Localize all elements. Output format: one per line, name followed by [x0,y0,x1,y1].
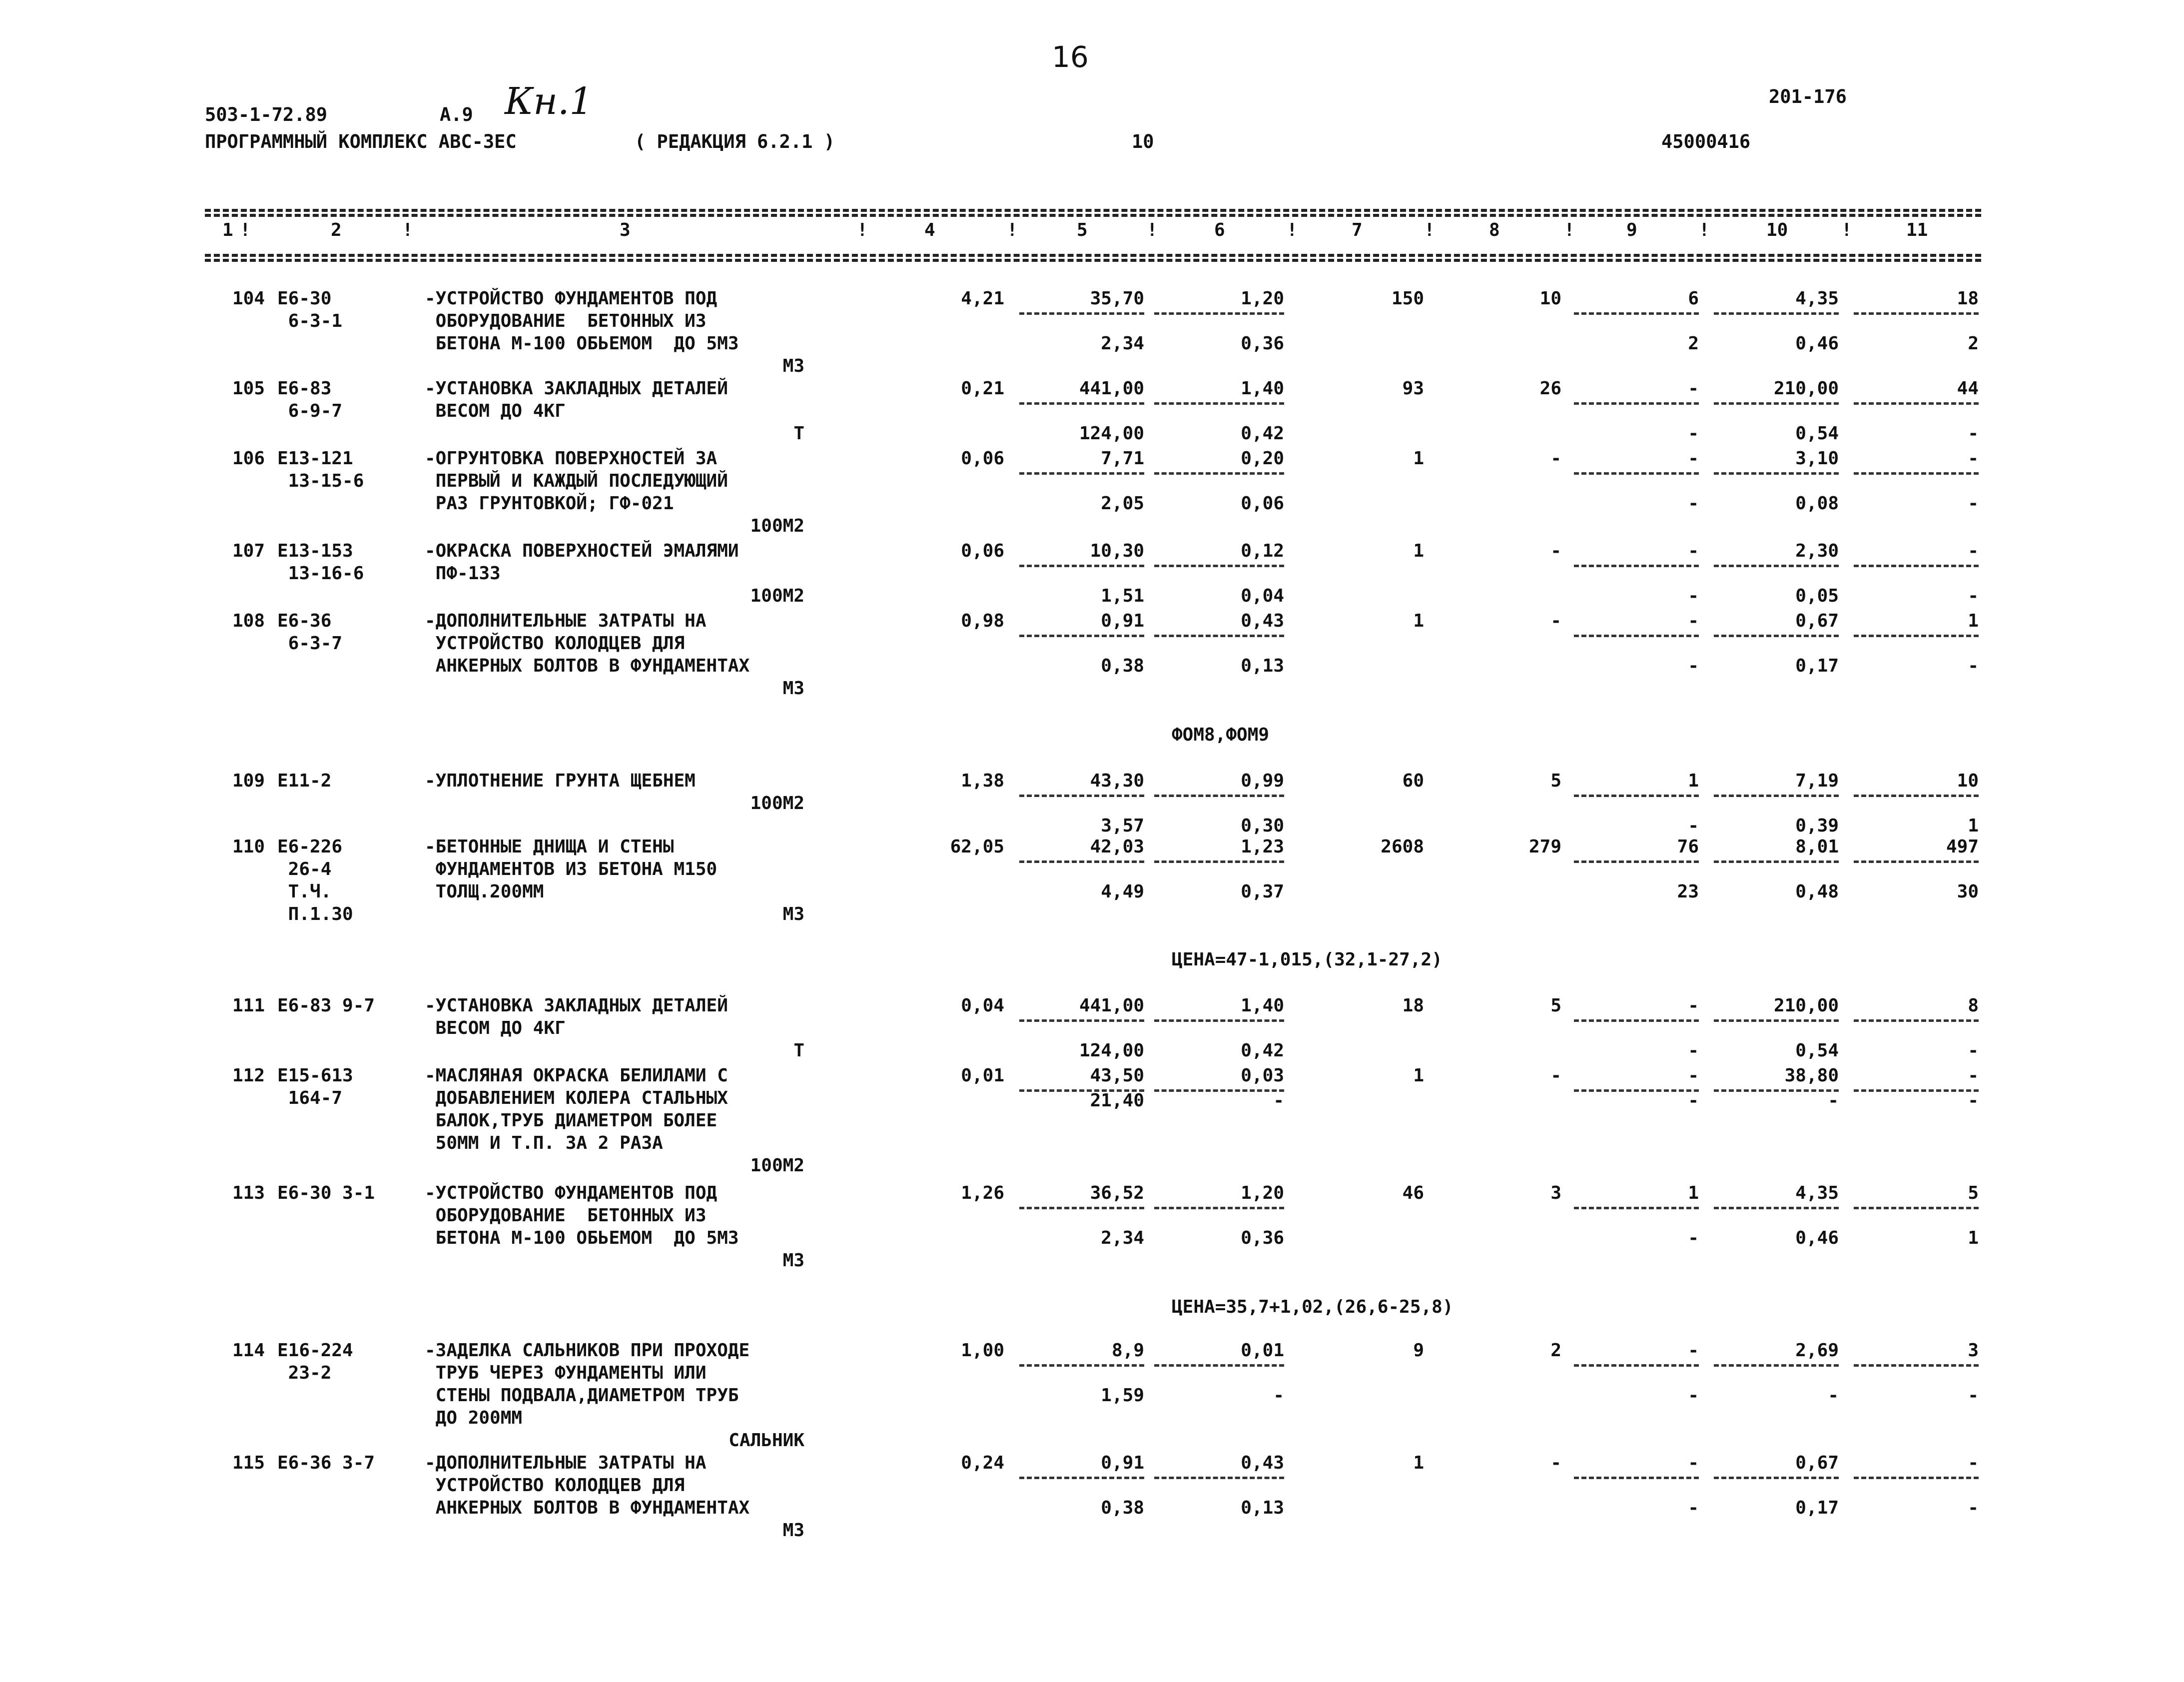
cell-c8: - [1550,541,1561,561]
cell-separator [1714,1207,1839,1209]
col-11: 11 [1906,220,1928,240]
row-description: -ЗАДЕЛКА САЛЬНИКОВ ПРИ ПРОХОДЕ ТРУБ ЧЕРЕЗ ФУНДАМЕНТЫ ИЛИ СТЕНЫ ПОДВАЛА,ДИАМЕТРОМ ТРУБ ДО 200ММ [425,1340,750,1428]
row-number: 115 [232,1453,265,1473]
row-number: 110 [232,837,265,857]
cell-separator [1154,1364,1284,1367]
cell-c11: 1 [1968,611,1979,631]
row-description: -МАСЛЯНАЯ ОКРАСКА БЕЛИЛАМИ С ДОБАВЛЕНИЕМ КОЛЕРА СТАЛЬНЫХ БАЛОК,ТРУБ ДИАМЕТРОМ БОЛЕЕ 50ММ И Т.П. ЗА 2 РАЗА [425,1065,728,1153]
row-code: Е6-226 26-4 Т.Ч. П.1.30 [277,837,353,924]
cell-c10-sub: 0,08 [1795,493,1839,514]
cell-c10: 0,67 [1795,611,1839,631]
cell-c6-sub: 0,13 [1241,656,1284,676]
cell-c4: 0,06 [961,448,1004,469]
row-code: Е6-30 3-1 [277,1183,375,1203]
cell-c6-sub: 0,06 [1241,493,1284,514]
cell-c10-sub: 0,46 [1795,333,1839,354]
cell-c10: 38,80 [1784,1065,1839,1086]
cell-c6: 0,01 [1241,1340,1284,1361]
cell-c8: 3 [1550,1183,1561,1203]
cell-c10: 2,69 [1795,1340,1839,1361]
cell-separator [1574,1019,1699,1022]
cell-c11: - [1968,541,1979,561]
cell-separator [1574,1207,1699,1209]
cell-c10-sub: - [1828,1385,1839,1406]
note-price-1: ЦЕНА=47-1,015,(32,1-27,2) [1172,949,1443,970]
col-10: 10 [1766,220,1788,240]
cell-separator [1019,635,1144,637]
cell-c7: 9 [1413,1340,1424,1361]
cell-c9-sub: - [1688,1498,1699,1518]
cell-c5-sub: 2,34 [1101,333,1144,354]
cell-separator [1574,402,1699,405]
program-id: 45000416 [1661,131,1751,152]
cell-separator [1019,565,1144,567]
cell-separator [1574,635,1699,637]
cell-c5-sub: 21,40 [1090,1090,1144,1111]
cell-separator [1714,1477,1839,1479]
cell-c5-sub: 124,00 [1079,423,1144,444]
cell-c8: - [1550,448,1561,469]
col-8: 8 [1489,220,1500,240]
row-number: 112 [232,1065,265,1086]
col-7: 7 [1352,220,1363,240]
cell-c11: - [1968,1453,1979,1473]
cell-c9-sub: - [1688,816,1699,836]
cell-c11: 10 [1957,771,1979,791]
cell-separator [1019,472,1144,475]
cell-c9: - [1688,1065,1699,1086]
cell-c7: 46 [1402,1183,1424,1203]
row-unit: М3 [782,356,804,376]
cell-c6: 1,20 [1241,1183,1284,1203]
row-unit: 100М2 [750,586,804,606]
row-unit: 100М2 [750,793,804,814]
cell-separator [1019,1089,1144,1092]
cell-c10: 4,35 [1795,1183,1839,1203]
cell-separator [1154,635,1284,637]
cell-c7: 60 [1402,771,1424,791]
cell-c5: 42,03 [1090,837,1144,857]
cell-separator [1854,472,1979,475]
cell-separator [1854,1019,1979,1022]
cell-separator [1854,1089,1979,1092]
row-unit: 100М2 [750,1155,804,1176]
cell-c10: 7,19 [1795,771,1839,791]
cell-c9: - [1688,995,1699,1016]
cell-c10-sub: - [1828,1090,1839,1111]
cell-c5-sub: 2,05 [1101,493,1144,514]
cell-separator [1854,1207,1979,1209]
cell-separator [1574,860,1699,863]
cell-c4: 1,38 [961,771,1004,791]
cell-c9-sub: - [1688,1228,1699,1248]
row-number: 111 [232,995,265,1016]
row-description: -УСТАНОВКА ЗАКЛАДНЫХ ДЕТАЛЕЙ ВЕСОМ ДО 4КГ [425,995,728,1038]
cell-separator [1574,1364,1699,1367]
cell-c9: - [1688,541,1699,561]
row-unit: М3 [782,1250,804,1271]
doc-code: 503-1-72.89 [205,104,328,125]
cell-c5-sub: 0,38 [1101,1498,1144,1518]
cell-separator [1154,1089,1284,1092]
cell-c9: - [1688,1340,1699,1361]
cell-separator [1154,565,1284,567]
cell-c8: - [1550,1065,1561,1086]
cell-separator [1714,402,1839,405]
cell-c5: 0,91 [1101,1453,1144,1473]
cell-c11-sub: - [1968,656,1979,676]
row-number: 114 [232,1340,265,1361]
cell-c8: 2 [1550,1340,1561,1361]
row-description: -УСТРОЙСТВО ФУНДАМЕНТОВ ПОД ОБОРУДОВАНИЕ БЕТОННЫХ ИЗ БЕТОНА М-100 ОБЬЕМОМ ДО 5М3 [425,1183,739,1248]
cell-c9-sub: 2 [1688,333,1699,354]
cell-c5: 8,9 [1111,1340,1144,1361]
cell-c10-sub: 0,48 [1795,881,1839,902]
cell-c6-sub: 0,04 [1241,586,1284,606]
cell-c9-sub: - [1688,586,1699,606]
row-unit: М3 [782,904,804,924]
cell-c7: 18 [1402,995,1424,1016]
cell-c9-sub: 23 [1677,881,1699,902]
col-1: 1 [222,220,233,240]
row-unit: Т [793,1040,804,1061]
cell-c11: 5 [1968,1183,1979,1203]
cell-separator [1854,860,1979,863]
cell-c5-sub: 1,51 [1101,586,1144,606]
cell-c4: 0,01 [961,1065,1004,1086]
cell-c5-sub: 1,59 [1101,1385,1144,1406]
cell-c11-sub: - [1968,1385,1979,1406]
cell-c10: 210,00 [1773,995,1839,1016]
cell-c11-sub: 2 [1968,333,1979,354]
cell-c4: 0,06 [961,541,1004,561]
note-fom: ФОМ8,ФОМ9 [1172,725,1270,745]
cell-c4: 62,05 [950,837,1004,857]
cell-separator [1574,312,1699,315]
cell-c6: 1,20 [1241,288,1284,309]
cell-c7: 1 [1413,541,1424,561]
row-description: -ДОПОЛНИТЕЛЬНЫЕ ЗАТРАТЫ НА УСТРОЙСТВО КОЛОДЦЕВ ДЛЯ АНКЕРНЫХ БОЛТОВ В ФУНДАМЕНТАХ [425,1453,750,1518]
cell-c10: 2,30 [1795,541,1839,561]
row-number: 107 [232,541,265,561]
row-number: 108 [232,611,265,631]
cell-c5-sub: 124,00 [1079,1040,1144,1061]
row-description: -ДОПОЛНИТЕЛЬНЫЕ ЗАТРАТЫ НА УСТРОЙСТВО КОЛОДЦЕВ ДЛЯ АНКЕРНЫХ БОЛТОВ В ФУНДАМЕНТАХ [425,611,750,676]
cell-c10-sub: 0,46 [1795,1228,1839,1248]
cell-c5: 10,30 [1090,541,1144,561]
cell-c6-sub: 0,30 [1241,816,1284,836]
cell-separator [1154,1207,1284,1209]
cell-c11-sub: 30 [1957,881,1979,902]
col-6: 6 [1214,220,1225,240]
page-number: 16 [1052,40,1089,74]
cell-c5-sub: 3,57 [1101,816,1144,836]
cell-c11-sub: 1 [1968,816,1979,836]
cell-c11-sub: - [1968,493,1979,514]
cell-c6: 0,43 [1241,611,1284,631]
cell-c9-sub: - [1688,1385,1699,1406]
cell-c5-sub: 4,49 [1101,881,1144,902]
cell-c11-sub: - [1968,1090,1979,1111]
program-name: ПРОГРАММНЫЙ КОМПЛЕКС АВС-3ЕС [205,131,517,152]
cell-c9: 1 [1688,771,1699,791]
cell-c9-sub: - [1688,1040,1699,1061]
cell-c7: 1 [1413,448,1424,469]
cell-separator [1574,472,1699,475]
cell-c8: - [1550,611,1561,631]
cell-separator [1714,1364,1839,1367]
cell-separator [1714,860,1839,863]
cell-separator [1154,1019,1284,1022]
row-code: Е13-153 13-16-6 [277,541,364,584]
row-description: -ОГРУНТОВКА ПОВЕРХНОСТЕЙ ЗА ПЕРВЫЙ И КАЖДЫЙ ПОСЛЕДУЮЩИЙ РАЗ ГРУНТОВКОЙ; ГФ-021 [425,448,728,514]
cell-c10-sub: 0,39 [1795,816,1839,836]
cell-c4: 0,98 [961,611,1004,631]
cell-c10-sub: 0,54 [1795,423,1839,444]
col-3: 3 [620,220,631,240]
cell-c5: 441,00 [1079,995,1144,1016]
row-unit: М3 [782,678,804,699]
row-code: Е6-83 6-9-7 [277,378,343,421]
row-number: 105 [232,378,265,399]
cell-separator [1574,565,1699,567]
cell-separator [1714,565,1839,567]
cell-c6-sub: 0,37 [1241,881,1284,902]
cell-separator [1854,635,1979,637]
cell-c4: 0,21 [961,378,1004,399]
cell-c11: - [1968,1065,1979,1086]
cell-c8: 10 [1539,288,1561,309]
cell-c4: 0,24 [961,1453,1004,1473]
row-code: Е15-613 164-7 [277,1065,353,1108]
cell-c11-sub: 1 [1968,1228,1979,1248]
row-unit: Т [793,423,804,444]
row-code: Е13-121 13-15-6 [277,448,364,491]
cell-c11-sub: - [1968,1040,1979,1061]
cell-separator [1714,635,1839,637]
cell-separator [1714,1089,1839,1092]
cell-c6: 0,20 [1241,448,1284,469]
cell-c11-sub: - [1968,1498,1979,1518]
cell-c10: 3,10 [1795,448,1839,469]
cell-c10: 0,67 [1795,1453,1839,1473]
cell-separator [1019,1019,1144,1022]
cell-separator [1154,860,1284,863]
album-code: А.9 [440,104,473,125]
cell-separator [1154,472,1284,475]
cell-c5-sub: 0,38 [1101,656,1144,676]
cell-c10-sub: 0,05 [1795,586,1839,606]
note-price-2: ЦЕНА=35,7+1,02,(26,6-25,8) [1172,1297,1454,1317]
cell-c10: 210,00 [1773,378,1839,399]
col-4: 4 [924,220,935,240]
cell-c8: 279 [1528,837,1561,857]
row-description: -БЕТОННЫЕ ДНИЩА И СТЕНЫ ФУНДАМЕНТОВ ИЗ БЕТОНА М150 ТОЛЩ.200ММ [425,837,718,902]
cell-separator [1154,312,1284,315]
cell-c4: 1,00 [961,1340,1004,1361]
cell-c10-sub: 0,17 [1795,656,1839,676]
cell-c6: 0,03 [1241,1065,1284,1086]
cell-separator [1154,1477,1284,1479]
row-description: -ОКРАСКА ПОВЕРХНОСТЕЙ ЭМАЛЯМИ ПФ-133 [425,541,739,584]
cell-separator [1019,1477,1144,1479]
cell-c9: - [1688,611,1699,631]
cell-separator [1714,795,1839,797]
cell-separator [1714,1019,1839,1022]
cell-separator [1574,795,1699,797]
cell-c9-sub: - [1688,493,1699,514]
cell-c6-sub: - [1273,1385,1284,1406]
cell-c6: 1,40 [1241,378,1284,399]
cell-c11: - [1968,448,1979,469]
table-top-rule [205,209,1981,212]
program-edition: ( РЕДАКЦИЯ 6.2.1 ) [635,131,835,152]
cell-c5: 43,30 [1090,771,1144,791]
cell-c8: 5 [1550,995,1561,1016]
row-description: -УПЛОТНЕНИЕ ГРУНТА ЩЕБНЕМ [425,771,696,791]
cell-c7: 150 [1391,288,1424,309]
cell-c7: 1 [1413,1065,1424,1086]
col-5: 5 [1077,220,1088,240]
cell-c8: - [1550,1453,1561,1473]
cell-c6-sub: 0,36 [1241,1228,1284,1248]
cell-c4: 1,26 [961,1183,1004,1203]
cell-c5: 441,00 [1079,378,1144,399]
column-header-row: 1 ! 2 ! 3 ! 4 ! 5 ! 6 ! 7 ! 8 ! 9 ! 10 ! 11 [222,220,1928,240]
cell-c4: 0,04 [961,995,1004,1016]
cell-separator [1019,860,1144,863]
cell-c10-sub: 0,54 [1795,1040,1839,1061]
cell-c11: 8 [1968,995,1979,1016]
cell-c6-sub: 0,36 [1241,333,1284,354]
row-number: 106 [232,448,265,469]
cell-c5-sub: 2,34 [1101,1228,1144,1248]
cell-c6: 1,40 [1241,995,1284,1016]
cell-c5: 7,71 [1101,448,1144,469]
cell-c8: 26 [1539,378,1561,399]
cell-c10: 8,01 [1795,837,1839,857]
cell-c9: - [1688,1453,1699,1473]
cell-c5: 35,70 [1090,288,1144,309]
cell-c11-sub: - [1968,586,1979,606]
cell-c4: 4,21 [961,288,1004,309]
right-code: 201-176 [1769,86,1847,107]
cell-c11: 18 [1957,288,1979,309]
row-number: 104 [232,288,265,309]
row-unit: М3 [782,1520,804,1541]
cell-c6-sub: - [1273,1090,1284,1111]
cell-separator [1154,795,1284,797]
cell-c6: 1,23 [1241,837,1284,857]
cell-c6-sub: 0,13 [1241,1498,1284,1518]
row-unit: 100М2 [750,516,804,536]
cell-c7: 1 [1413,1453,1424,1473]
cell-c9: 6 [1688,288,1699,309]
program-number: 10 [1132,131,1154,152]
cell-separator [1574,1089,1699,1092]
table-top-rule-2 [205,214,1981,217]
table-header-rule [205,254,1981,257]
cell-separator [1019,312,1144,315]
cell-c11: 44 [1957,378,1979,399]
cell-c6: 0,43 [1241,1453,1284,1473]
cell-separator [1854,795,1979,797]
row-description: -УСТАНОВКА ЗАКЛАДНЫХ ДЕТАЛЕЙ ВЕСОМ ДО 4КГ [425,378,728,421]
cell-c9-sub: - [1688,1090,1699,1111]
cell-c5: 43,50 [1090,1065,1144,1086]
cell-c7: 93 [1402,378,1424,399]
cell-separator [1714,312,1839,315]
cell-c6: 0,12 [1241,541,1284,561]
row-code: Е6-30 6-3-1 [277,288,343,331]
cell-separator [1574,1477,1699,1479]
table-header-rule-2 [205,259,1981,262]
cell-separator [1854,565,1979,567]
cell-separator [1019,795,1144,797]
cell-c9-sub: - [1688,423,1699,444]
cell-c9-sub: - [1688,656,1699,676]
cell-c6-sub: 0,42 [1241,1040,1284,1061]
cell-c5: 0,91 [1101,611,1144,631]
cell-c7: 2608 [1381,837,1424,857]
cell-separator [1019,402,1144,405]
col-2: 2 [331,220,342,240]
cell-c5: 36,52 [1090,1183,1144,1203]
cell-separator [1019,1364,1144,1367]
row-number: 109 [232,771,265,791]
cell-separator [1714,472,1839,475]
cell-separator [1854,402,1979,405]
cell-c9: - [1688,378,1699,399]
row-code: Е11-2 [277,771,332,791]
cell-c8: 5 [1550,771,1561,791]
handwritten-note: Кн.1 [505,80,593,123]
row-code: Е16-224 23-2 [277,1340,353,1383]
row-code: Е6-36 6-3-7 [277,611,343,654]
cell-c11-sub: - [1968,423,1979,444]
cell-c11: 497 [1946,837,1979,857]
cell-c7: 1 [1413,611,1424,631]
row-unit: САЛЬНИК [728,1430,804,1451]
cell-c11: 3 [1968,1340,1979,1361]
row-number: 113 [232,1183,265,1203]
cell-separator [1854,312,1979,315]
cell-c10-sub: 0,17 [1795,1498,1839,1518]
cell-separator [1854,1477,1979,1479]
row-code: Е6-83 9-7 [277,995,375,1016]
cell-separator [1154,402,1284,405]
row-description: -УСТРОЙСТВО ФУНДАМЕНТОВ ПОД ОБОРУДОВАНИЕ БЕТОННЫХ ИЗ БЕТОНА М-100 ОБЬЕМОМ ДО 5М3 [425,288,739,354]
cell-c9: - [1688,448,1699,469]
cell-separator [1854,1364,1979,1367]
cell-c6: 0,99 [1241,771,1284,791]
cell-c6-sub: 0,42 [1241,423,1284,444]
cell-c10: 4,35 [1795,288,1839,309]
cell-separator [1019,1207,1144,1209]
col-9: 9 [1626,220,1637,240]
cell-c9: 76 [1677,837,1699,857]
row-code: Е6-36 3-7 [277,1453,375,1473]
cell-c9: 1 [1688,1183,1699,1203]
